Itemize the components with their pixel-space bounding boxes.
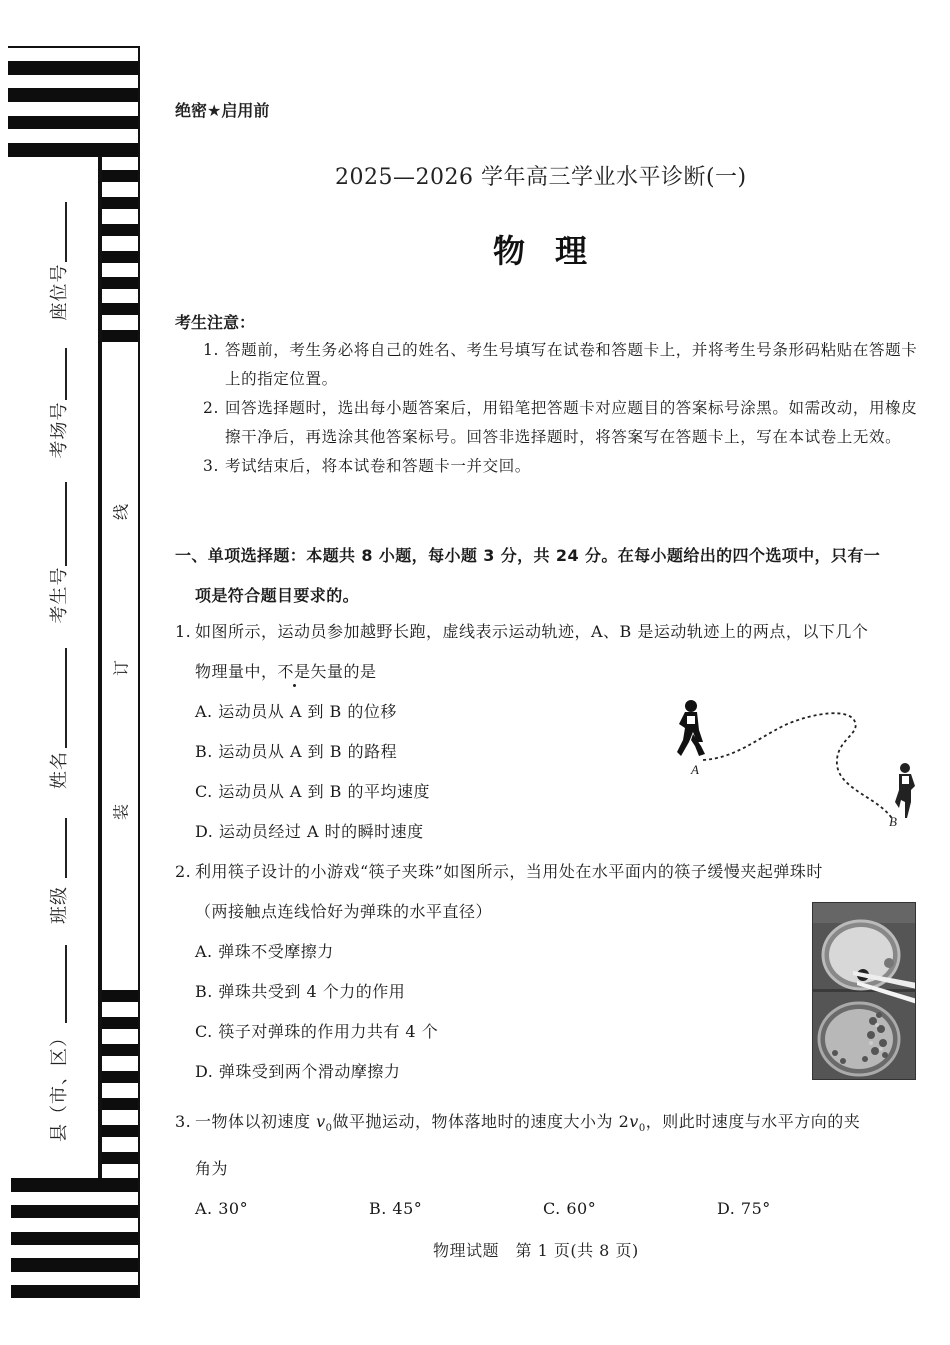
chopsticks-marble-photo	[812, 902, 916, 1080]
barcode-stripe	[100, 170, 140, 182]
candidate-number-label: 考生号	[49, 566, 70, 624]
option-d[interactable]: D. 弹珠受到两个滑动摩擦力	[195, 1062, 401, 1081]
option-c[interactable]: C. 筷子对弹珠的作用力共有 4 个	[195, 1022, 439, 1041]
barcode-stripe	[100, 1044, 140, 1056]
option-a[interactable]: A. 30°	[195, 1199, 249, 1219]
barcode-stripe	[8, 116, 140, 129]
option-b[interactable]: B. 运动员从 A 到 B 的路程	[195, 742, 398, 761]
emphasis-text: 不是	[277, 662, 311, 681]
barcode-stripe	[100, 1098, 140, 1110]
class-label: 班级	[49, 886, 70, 924]
notice-list	[203, 336, 921, 481]
barcode-stripe	[100, 1125, 140, 1137]
seat-number-blank[interactable]	[65, 202, 67, 262]
page-footer: 物理试题 第 1 页(共 8 页)	[433, 1241, 639, 1260]
option-c[interactable]: C. 运动员从 A 到 B 的平均速度	[195, 782, 431, 801]
question-stem: 3. 一物体以初速度 $v_0$做平抛运动，物体落地时的速度大小为 $2v_0$，则此时速度与水平方向的夹 角为	[175, 1112, 861, 1179]
secret-mark: 绝密★启用前	[175, 101, 270, 120]
notice-item: 2. 回答选择题时，选出每小题答案后，用铅笔把答题卡对应题目的答案标号涂黑。如需改动，用橡皮擦干净后，再选涂其他答案标号。回答非选择题时，将答案写在答题卡上，写在本试卷上无效。	[203, 399, 918, 446]
option-a[interactable]: A. 运动员从 A 到 B 的位移	[195, 702, 397, 721]
binding-word-staple: 订	[111, 659, 131, 677]
barcode-stripe	[100, 277, 140, 289]
exam-room-label: 考场号	[49, 401, 70, 459]
barcode-stripe	[100, 303, 140, 315]
barcode-stripe	[11, 1205, 140, 1218]
name-label: 姓名	[49, 751, 70, 789]
exam-title: 2025—2026 学年高三学业水平诊断(一)	[335, 165, 747, 190]
binding-cut-line	[98, 156, 102, 1178]
question-stem: 2. 利用筷子设计的小游戏“筷子夹珠”如图所示，当用处在水平面内的筷子缓慢夹起弹珠时 （两接触点连线恰好为弹珠的水平直径）	[175, 862, 823, 921]
barcode-stripe	[11, 1232, 140, 1245]
candidate-number-blank[interactable]	[65, 482, 67, 566]
barcode-stripe	[11, 1285, 140, 1298]
county-blank[interactable]	[65, 945, 67, 1023]
binding-margin	[0, 0, 160, 1345]
barcode-stripe	[8, 88, 140, 102]
option-b[interactable]: B. 45°	[369, 1199, 423, 1219]
binding-word-bind: 装	[111, 803, 131, 821]
option-d[interactable]: D. 75°	[717, 1199, 771, 1219]
trajectory-path	[703, 713, 893, 820]
barcode-stripe	[100, 251, 140, 263]
question-stem: 1. 如图所示，运动员参加越野长跑，虚线表示运动轨迹，A、B 是运动轨迹上的两点，以下几个 物理量中，不是矢量的是	[175, 622, 869, 681]
barcode-stripe	[100, 330, 140, 342]
notice-title: 考生注意：	[175, 313, 256, 332]
barcode-stripe	[100, 1152, 140, 1164]
question-2	[175, 852, 920, 1092]
section-heading: 一、单项选择题：本题共 8 小题，每小题 3 分，共 24 分。在每小题给出的四个选项中，只有一 项是符合题目要求的。	[175, 546, 881, 605]
option-b[interactable]: B. 弹珠共受到 4 个力的作用	[195, 982, 406, 1001]
runner-icon	[895, 763, 915, 818]
barcode-stripe	[100, 224, 140, 236]
barcode-stripe	[100, 990, 140, 1002]
notice-item: 1. 答题前，考生务必将自己的姓名、考生号填写在试卷和答题卡上，并将考生号条形码粘贴在答题卡上的指定位置。	[203, 341, 918, 388]
options-row	[175, 1189, 920, 1229]
seat-number-label: 座位号	[49, 263, 70, 321]
question-3	[175, 1102, 920, 1229]
margin-outer-line	[138, 46, 140, 1298]
name-blank[interactable]	[65, 648, 67, 748]
class-blank[interactable]	[65, 818, 67, 878]
barcode-stripe	[8, 143, 140, 157]
county-label: 县（市、区）	[49, 1028, 70, 1142]
barcode-stripe	[100, 1071, 140, 1083]
exam-room-blank[interactable]	[65, 348, 67, 400]
margin-top-line	[8, 46, 140, 48]
barcode-stripe	[11, 1178, 140, 1192]
point-a-label: A	[691, 762, 699, 777]
runner-trajectory-figure	[665, 690, 930, 835]
runner-icon	[677, 700, 705, 756]
barcode-stripe	[11, 1258, 140, 1272]
point-b-label: B	[889, 814, 897, 829]
barcode-stripe	[100, 1017, 140, 1029]
option-a[interactable]: A. 弹珠不受摩擦力	[195, 942, 334, 961]
notice-item: 3. 考试结束后，将本试卷和答题卡一并交回。	[203, 457, 531, 475]
barcode-stripe	[100, 197, 140, 209]
barcode-stripe	[8, 61, 140, 75]
binding-word-line: 线	[111, 503, 131, 521]
subject-title: 物理	[493, 232, 618, 270]
option-c[interactable]: C. 60°	[543, 1199, 597, 1219]
option-d[interactable]: D. 运动员经过 A 时的瞬时速度	[195, 822, 424, 841]
